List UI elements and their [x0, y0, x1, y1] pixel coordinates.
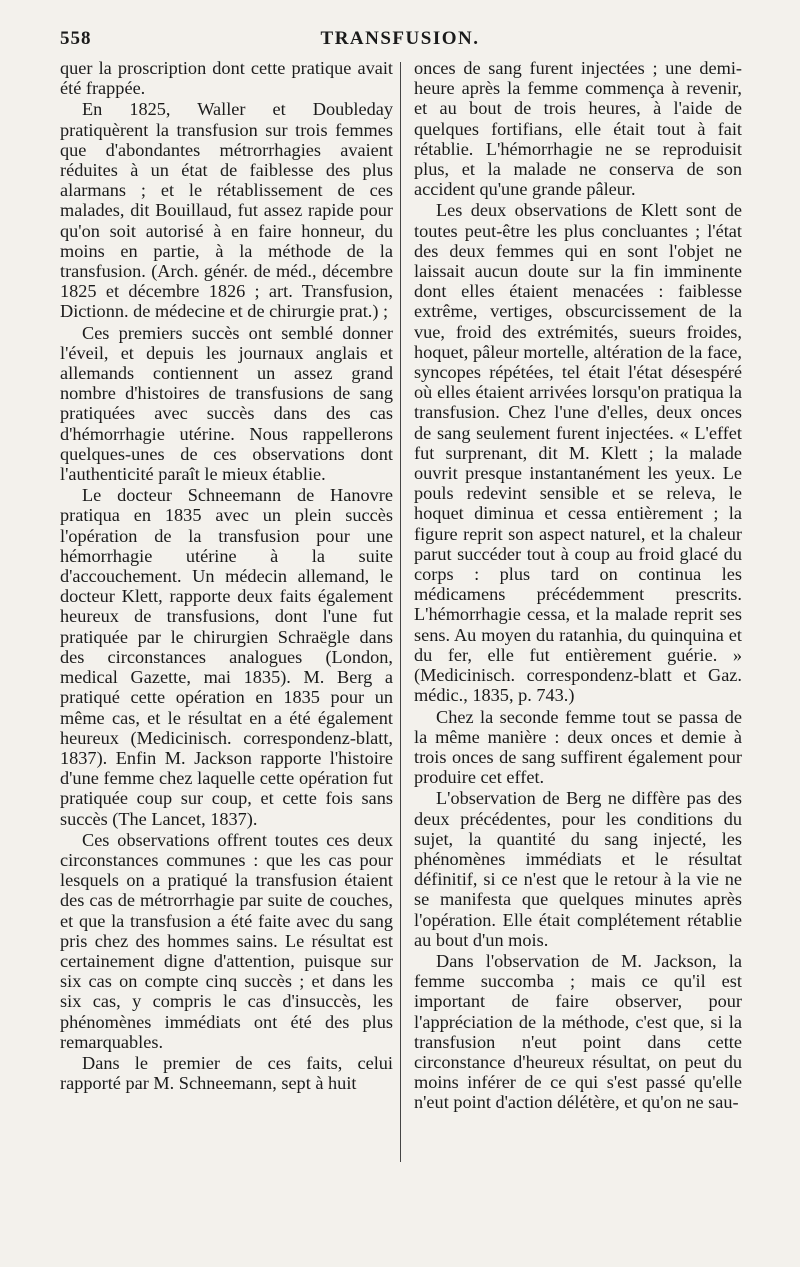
- paragraph: Ces premiers succès ont semblé donner l'éveil, et depuis les journaux anglais et allemands contiennent un assez grand nombre d'histoires de transfusions de sang pratiquées avec succès dans des cas d'hémorrhagie utérine. Nous rappellerons quelques-unes de ces observations dont l'authenticité paraît le mieux établie.: [60, 322, 393, 485]
- paragraph: Dans le premier de ces faits, celui rapporté par M. Schneemann, sept à huit: [60, 1052, 393, 1094]
- paragraph: L'observation de Berg ne diffère pas des deux précédentes, pour les conditions du sujet, la quantité du sang injecté, les phénomènes immédiats et le résultat définitif, si ce n'est que le retour à la vie ne se manifesta que quelques minutes après l'opération. Elle était complétement rétablie au bout d'un mois.: [414, 788, 742, 950]
- column-divider: [400, 62, 401, 1162]
- paragraph: onces de sang furent injectées ; une demi-heure après la femme commença à revenir, et au bout de trois heures, à l'aide de quelques fortifians, elle était tout à fait rétablie. L'hémorrhagie ne se reproduisit plus, et la malade ne conserva de son accident qu'une grande pâleur.: [414, 58, 742, 200]
- paragraph: En 1825, Waller et Doubleday pratiquèrent la transfusion sur trois femmes que d'abondantes métrorrhagies avaient réduites à un état de faiblesse des plus alarmans ; et le rétablissement de ces malades, dit Bouillaud, fut assez rapide pour qu'on soit autorisé à en faire honneur, du moins en partie, à la méthode de la transfusion. (Arch. génér. de méd., décembre 1825 et décembre 1826 ; art. Transfusion, Dictionn. de médecine et de chirurgie prat.) ;: [60, 99, 393, 322]
- running-title: TRANSFUSION.: [320, 28, 480, 49]
- paragraph: Le docteur Schneemann de Hanovre pratiqua en 1835 avec un plein succès l'opération de la transfusion pour une hémorrhagie utérine à la suite d'accouchement. Un médecin allemand, le docteur Klett, rapporte deux faits également heureux de transfusions, dont l'une fut pratiquée par le chirurgien Schraëgle dans des circonstances analogues (London, medical Gazette, mai 1835). M. Berg a pratiqué cette opération en 1835 pour un même cas, et le résultat en a été également heureux (Medicinisch. correspondenz-blatt, 1837). Enfin M. Jackson rapporte l'histoire d'une femme chez laquelle cette opération fut pratiquée coup sur coup, et cette fois sans succès (The Lancet, 1837).: [60, 485, 393, 829]
- paragraph: Chez la seconde femme tout se passa de la même manière : deux onces et demie à trois onces de sang suffirent également pour produire cet effet.: [414, 706, 742, 788]
- page-number: 558: [60, 28, 92, 49]
- paragraph: quer la proscription dont cette pratique avait été frappée.: [60, 58, 393, 99]
- left-column: [60, 58, 393, 1094]
- right-column: [414, 58, 742, 1114]
- page-header: [60, 28, 740, 56]
- paragraph: Dans l'observation de M. Jackson, la femme succomba ; mais ce qu'il est important de faire observer, pour l'appréciation de la méthode, c'est que, si la transfusion n'eut point dans cette circonstance d'heureux résultat, on peut du moins inférer de ce qui s'est passé qu'elle n'eut point d'action délétère, et qu'on ne sau-: [414, 950, 742, 1113]
- paragraph: Les deux observations de Klett sont de toutes peut-être les plus concluantes ; l'état des deux femmes qui en sont l'objet ne laissait aucun doute sur la fin imminente dont elles étaient menacées : faiblesse extrême, vertiges, obscurcissement de la vue, froid des extrémités, sueurs froides, hoquet, pâleur mortelle, altération de la face, syncopes répétées, tel était l'état désespéré où elles étaient arrivées lorsqu'on pratiqua la transfusion. Chez l'une d'elles, deux onces de sang seulement furent injectées. « L'effet fut surprenant, dit M. Klett ; la malade ouvrit presque instantanément les yeux. Le pouls redevint sensible et se releva, le hoquet diminua et cessa entièrement ; la figure reprit son aspect naturel, et la chaleur parut succéder tout à coup au froid glacé du corps : plus tard on continua les médicamens précédemment prescrits. L'hémorrhagie cessa, et la malade reprit ses sens. Au moyen du ratanhia, du quinquina et du fer, elle fut entièrement guérie. » (Medicinisch. correspondenz-blatt et Gaz. médic., 1835, p. 743.): [414, 200, 742, 706]
- paragraph: Ces observations offrent toutes ces deux circonstances communes : que les cas pour lesquels on a pratiqué la transfusion étaient des cas de métrorrhagie par suite de couches, et que la transfusion a été faite avec du sang pris chez des hommes sains. Le résultat est certainement digne d'attention, puisque sur six cas on compte cinq succès ; et dans les six cas, y compris le cas d'insuccès, les phénomènes immédiats ont été des plus remarquables.: [60, 829, 393, 1052]
